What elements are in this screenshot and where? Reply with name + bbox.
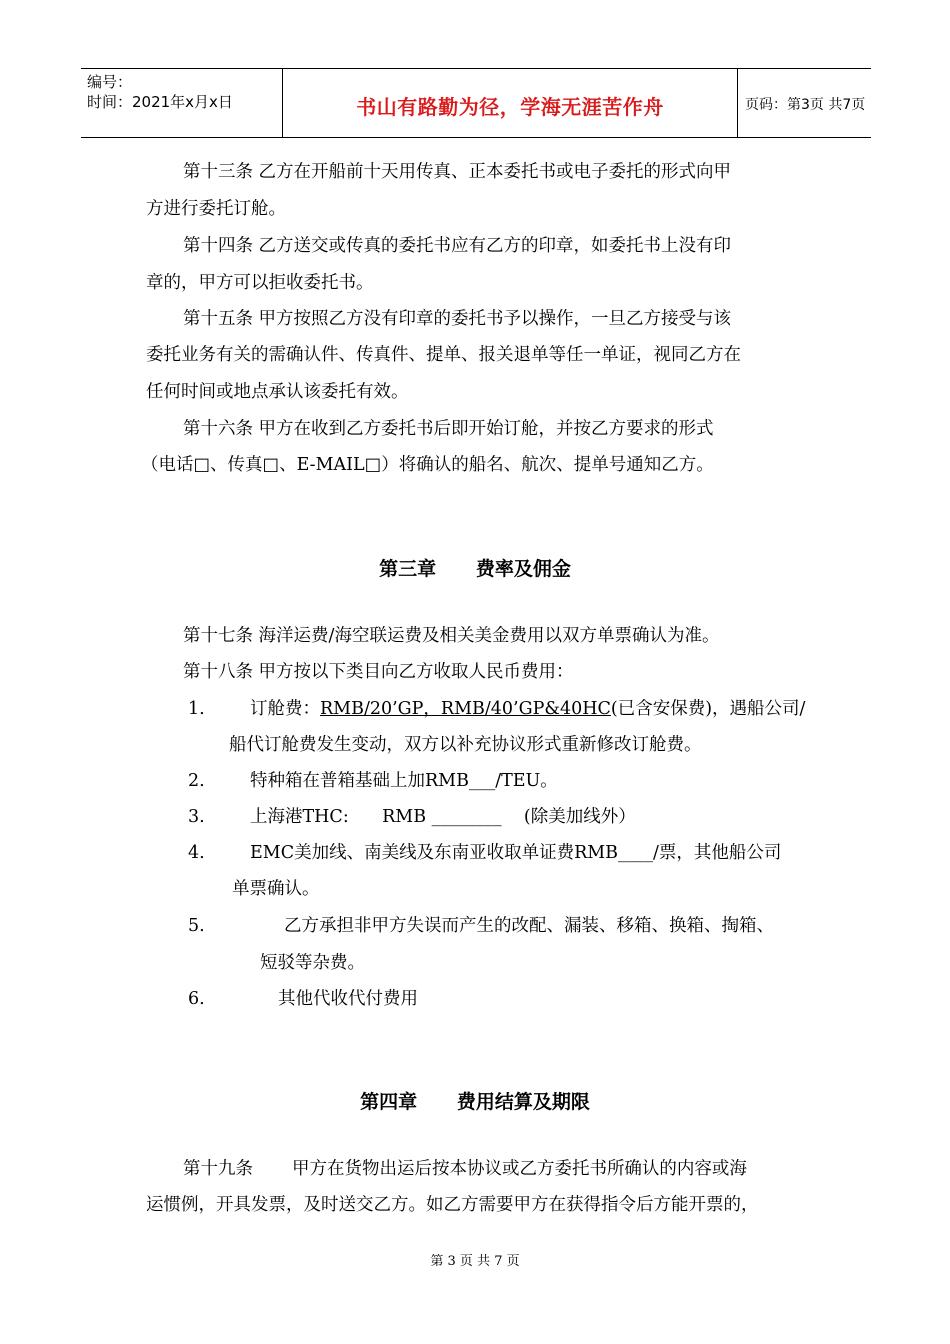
fee-item-3-text: 上海港THC: RMB ________ (除美加线外） bbox=[250, 807, 636, 827]
fee-item-1-text bbox=[250, 701, 805, 719]
article-16-line-1: 第十六条 甲方在收到乙方委托书后即开始订舱，并按乙方要求的形式 bbox=[183, 419, 714, 439]
header-motto-cell bbox=[282, 69, 738, 137]
header-page-cell bbox=[737, 69, 871, 137]
document-number-label: 编号： bbox=[87, 73, 133, 91]
page-footer: 第 3 页 共 7 页 bbox=[430, 1254, 520, 1269]
fee-item-4-text: EMC美加线、南美线及东南亚收取单证费RMB____/票，其他船公司 bbox=[250, 843, 782, 863]
fee-item-6-text: 其他代收代付费用 bbox=[278, 989, 418, 1009]
article-15-line-2: 委托业务有关的需确认件、传真件、提单、报关退单等任一单证，视同乙方在 bbox=[146, 345, 741, 365]
article-13-line-1: 第十三条 乙方在开船前十天用传真、正本委托书或电子委托的形式向甲 bbox=[183, 162, 732, 182]
fee-item-4-number: 4. bbox=[188, 843, 205, 863]
fee-item-1-suffix: (已含安保费)，遇船公司/ bbox=[610, 699, 806, 719]
header-meta bbox=[81, 69, 282, 137]
header-motto: 书山有路勤为径，学海无涯苦作舟 bbox=[356, 95, 664, 119]
fee-item-1-number: 1. bbox=[188, 699, 205, 719]
fee-item-1-rates: RMB/20’GP，RMB/40’GP&40HC bbox=[320, 699, 611, 719]
fee-item-5-continuation: 短驳等杂费。 bbox=[260, 953, 365, 973]
article-17: 第十七条 海洋运费/海空联运费及相关美金费用以双方单票确认为准。 bbox=[183, 626, 720, 646]
fee-item-2-text: 特种箱在普箱基础上加RMB___/TEU。 bbox=[250, 771, 558, 791]
fee-item-1-prefix: 订舱费： bbox=[250, 699, 320, 719]
article-13-line-2: 方进行委托订舱。 bbox=[146, 199, 286, 219]
article-19-line-2: 运惯例，开具发票，及时送交乙方。如乙方需要甲方在获得指令后方能开票的， bbox=[146, 1195, 759, 1215]
fee-item-2-number: 2. bbox=[188, 771, 205, 791]
document-date-label: 时间：2021年x月x日 bbox=[87, 93, 233, 111]
chapter-4-heading: 第四章 费用结算及期限 bbox=[360, 1091, 590, 1113]
article-14-line-2: 章的，甲方可以拒收委托书。 bbox=[146, 273, 374, 293]
article-15-line-3: 任何时间或地点承认该委托有效。 bbox=[146, 382, 409, 402]
fee-item-5-text: 乙方承担非甲方失误而产生的改配、漏装、移箱、换箱、掏箱、 bbox=[284, 916, 774, 936]
article-15-line-1: 第十五条 甲方按照乙方没有印章的委托书予以操作，一旦乙方接受与该 bbox=[183, 309, 732, 329]
fee-item-1-continuation: 船代订舱费发生变动，双方以补充协议形式重新修改订舱费。 bbox=[229, 735, 702, 755]
header-page-number: 页码：第3页 共7页 bbox=[745, 97, 866, 113]
article-16-line-2: （电话□、传真□、E-MAIL□）将确认的船名、航次、提单号通知乙方。 bbox=[141, 455, 714, 475]
page-header bbox=[81, 68, 871, 138]
article-14-line-1: 第十四条 乙方送交或传真的委托书应有乙方的印章，如委托书上没有印 bbox=[183, 236, 732, 256]
article-18: 第十八条 甲方按以下类目向乙方收取人民币费用： bbox=[183, 662, 574, 682]
fee-item-3-number: 3. bbox=[188, 807, 205, 827]
chapter-3-heading: 第三章 费率及佣金 bbox=[379, 558, 571, 580]
fee-item-5-number: 5. bbox=[188, 916, 205, 936]
article-19-line-1: 第十九条 甲方在货物出运后按本协议或乙方委托书所确认的内容或海 bbox=[183, 1159, 747, 1179]
fee-item-4-continuation: 单票确认。 bbox=[232, 879, 320, 899]
fee-item-6-number: 6. bbox=[188, 989, 205, 1009]
